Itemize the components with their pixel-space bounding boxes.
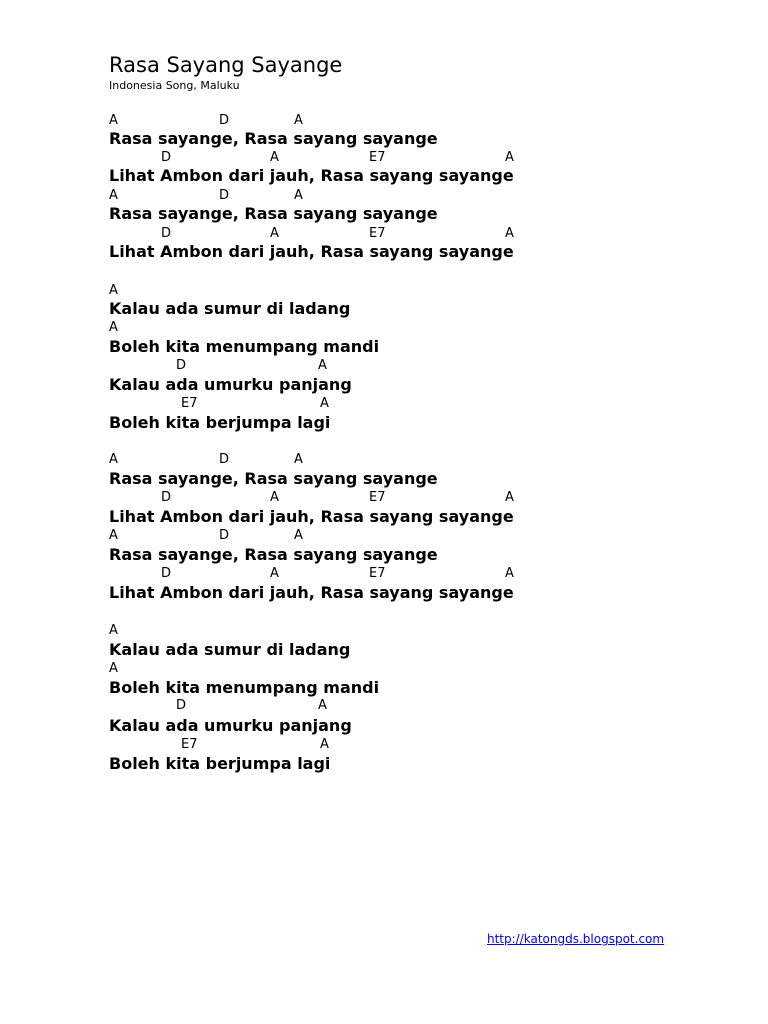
- chord-label: A: [320, 396, 329, 411]
- chord-label: A: [109, 452, 118, 467]
- lyric-text: Rasa sayange, Rasa sayang sayange: [109, 129, 438, 148]
- lyric-line: [0, 129, 768, 149]
- chord-label: A: [318, 358, 327, 373]
- chord-label: A: [505, 150, 514, 165]
- lyric-text: Lihat Ambon dari jauh, Rasa sayang sayange: [109, 583, 514, 602]
- lyric-text: Lihat Ambon dari jauh, Rasa sayang sayange: [109, 242, 514, 261]
- song-subtitle: Indonesia Song, Maluku: [109, 79, 240, 92]
- chord-label: E7: [181, 396, 198, 411]
- chord-label: A: [270, 226, 279, 241]
- lyric-text: Boleh kita berjumpa lagi: [109, 413, 331, 432]
- chord-label: A: [109, 623, 118, 638]
- chord-label: A: [294, 528, 303, 543]
- lyric-text: Kalau ada sumur di ladang: [109, 299, 351, 318]
- lyric-text: Lihat Ambon dari jauh, Rasa sayang sayange: [109, 507, 514, 526]
- chord-label: A: [109, 283, 118, 298]
- chord-label: D: [161, 226, 172, 241]
- chord-label: A: [320, 737, 329, 752]
- chord-label: A: [505, 490, 514, 505]
- chord-label: A: [109, 528, 118, 543]
- chord-label: A: [505, 566, 514, 581]
- lyric-text: Rasa sayange, Rasa sayang sayange: [109, 545, 438, 564]
- chord-label: D: [219, 188, 230, 203]
- lyric-line: [0, 545, 768, 565]
- lyric-text: Rasa sayange, Rasa sayang sayange: [109, 469, 438, 488]
- chord-label: E7: [369, 566, 386, 581]
- lyric-text: Rasa sayange, Rasa sayang sayange: [109, 204, 438, 223]
- lyric-line: [0, 716, 768, 736]
- chord-label: D: [219, 452, 230, 467]
- lyric-text: Boleh kita berjumpa lagi: [109, 754, 331, 773]
- chord-label: A: [294, 188, 303, 203]
- lyric-line: [0, 204, 768, 224]
- lyric-line: [0, 583, 768, 603]
- chord-label: D: [161, 150, 172, 165]
- chord-label: A: [505, 226, 514, 241]
- chord-label: A: [109, 661, 118, 676]
- chord-label: A: [318, 698, 327, 713]
- lyric-line: [0, 678, 768, 698]
- lyric-text: Lihat Ambon dari jauh, Rasa sayang sayange: [109, 166, 514, 185]
- lyric-line: [0, 469, 768, 489]
- lyric-line: [0, 299, 768, 319]
- lyric-line: [0, 754, 768, 774]
- chord-line: [0, 698, 768, 718]
- chord-label: A: [109, 188, 118, 203]
- chord-label: D: [219, 528, 230, 543]
- chord-label: A: [109, 320, 118, 335]
- chord-label: E7: [369, 226, 386, 241]
- chord-label: D: [176, 358, 187, 373]
- chord-label: E7: [181, 737, 198, 752]
- chord-label: E7: [369, 490, 386, 505]
- lyric-text: Boleh kita menumpang mandi: [109, 337, 380, 356]
- lyric-line: [0, 375, 768, 395]
- lyric-line: [0, 337, 768, 357]
- lyric-text: Kalau ada umurku panjang: [109, 375, 352, 394]
- lyric-line: [0, 640, 768, 660]
- lyric-line: [0, 166, 768, 186]
- lyric-line: [0, 413, 768, 433]
- chord-label: A: [270, 566, 279, 581]
- chord-label: A: [294, 452, 303, 467]
- chord-label: A: [270, 490, 279, 505]
- lyric-line: [0, 242, 768, 262]
- lyric-line: [0, 507, 768, 527]
- song-title: Rasa Sayang Sayange: [109, 53, 343, 77]
- chord-label: D: [161, 490, 172, 505]
- lyric-text: Kalau ada umurku panjang: [109, 716, 352, 735]
- blog-link[interactable]: http://katongds.blogspot.com: [487, 932, 665, 946]
- chord-label: D: [219, 113, 230, 128]
- lyric-text: Kalau ada sumur di ladang: [109, 640, 351, 659]
- chord-label: A: [294, 113, 303, 128]
- chord-label: A: [109, 113, 118, 128]
- chord-label: D: [176, 698, 187, 713]
- lyric-text: Boleh kita menumpang mandi: [109, 678, 380, 697]
- chord-label: E7: [369, 150, 386, 165]
- chord-label: A: [270, 150, 279, 165]
- chord-label: D: [161, 566, 172, 581]
